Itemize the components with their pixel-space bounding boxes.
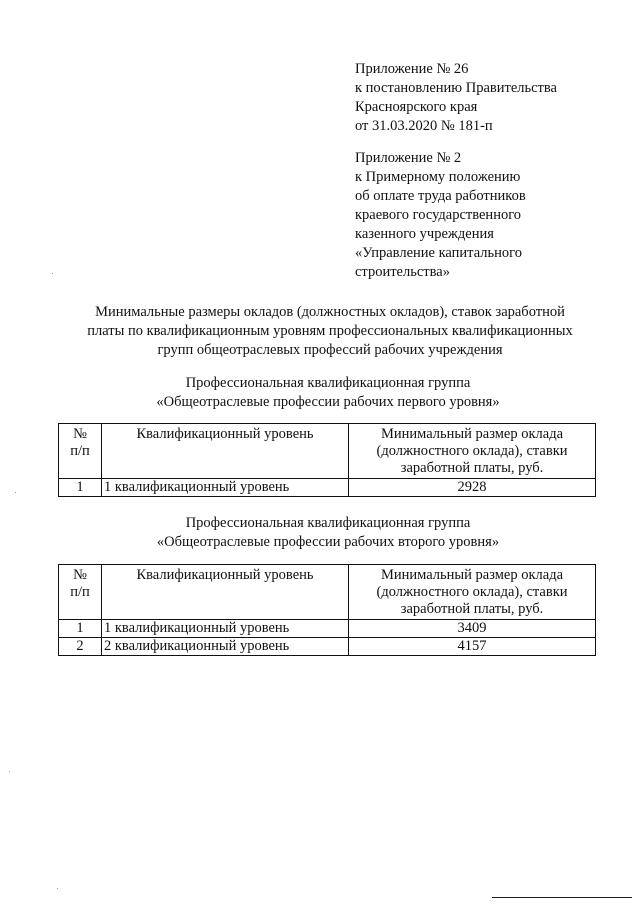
annex-2-line: «Управление капитального	[355, 245, 522, 261]
table-header-row	[59, 565, 596, 620]
header-level: Квалификационный уровень	[102, 565, 349, 620]
cell-level: 2 квалификационный уровень	[102, 638, 349, 656]
header-num: № п/п	[59, 424, 102, 479]
group-2-title	[8, 514, 640, 552]
cell-salary: 3409	[349, 620, 596, 638]
cell-salary: 4157	[349, 638, 596, 656]
group-title-line: «Общеотраслевые профессии рабочих второго уровня»	[156, 534, 500, 550]
cell-level: 1 квалификационный уровень	[102, 479, 349, 497]
cell-num: 2	[59, 638, 102, 656]
group-title-line: Профессиональная квалификационная группа	[185, 375, 471, 391]
table-row	[59, 479, 596, 497]
table-header-row	[59, 424, 596, 479]
title-line: групп общеотраслевых профессий рабочих учреждения	[157, 342, 503, 358]
annex-2-line: строительства»	[355, 264, 450, 280]
group-title-line: Профессиональная квалификационная группа	[185, 515, 471, 531]
annex-26-header	[355, 60, 557, 136]
annex-2-header	[355, 149, 526, 282]
title-line: Минимальные размеры окладов (должностных окладов), ставок заработной	[95, 304, 565, 320]
document-title	[10, 303, 640, 360]
scan-speck	[57, 888, 58, 889]
header-level: Квалификационный уровень	[102, 424, 349, 479]
annex-1-line: Красноярского края	[355, 99, 478, 115]
table-row	[59, 638, 596, 656]
annex-2-line: Приложение № 2	[355, 150, 462, 166]
annex-2-line: краевого государственного	[355, 207, 522, 223]
qualification-table-1	[58, 423, 596, 497]
group-1-title	[8, 374, 640, 412]
scan-speck	[9, 771, 10, 772]
qualification-table-2	[58, 564, 596, 656]
scan-speck	[15, 492, 16, 493]
scan-speck	[52, 273, 53, 274]
annex-2-line: казенного учреждения	[355, 226, 494, 242]
group-title-line: «Общеотраслевые профессии рабочих первого уровня»	[156, 394, 500, 410]
cell-num: 1	[59, 620, 102, 638]
header-salary: Минимальный размер оклада (должностного оклада), ставки заработной платы, руб.	[349, 565, 596, 620]
header-salary: Минимальный размер оклада (должностного оклада), ставки заработной платы, руб.	[349, 424, 596, 479]
table-row	[59, 620, 596, 638]
annex-1-line: Приложение № 26	[355, 61, 469, 77]
annex-2-line: об оплате труда работников	[355, 188, 526, 204]
title-line: платы по квалификационным уровням профессиональных квалификационных	[87, 323, 573, 339]
bottom-rule-line	[492, 897, 632, 898]
header-num: № п/п	[59, 565, 102, 620]
cell-level: 1 квалификационный уровень	[102, 620, 349, 638]
cell-salary: 2928	[349, 479, 596, 497]
cell-num: 1	[59, 479, 102, 497]
annex-2-line: к Примерному положению	[355, 169, 521, 185]
annex-1-line: от 31.03.2020 № 181-п	[355, 118, 493, 134]
annex-1-line: к постановлению Правительства	[355, 80, 557, 96]
